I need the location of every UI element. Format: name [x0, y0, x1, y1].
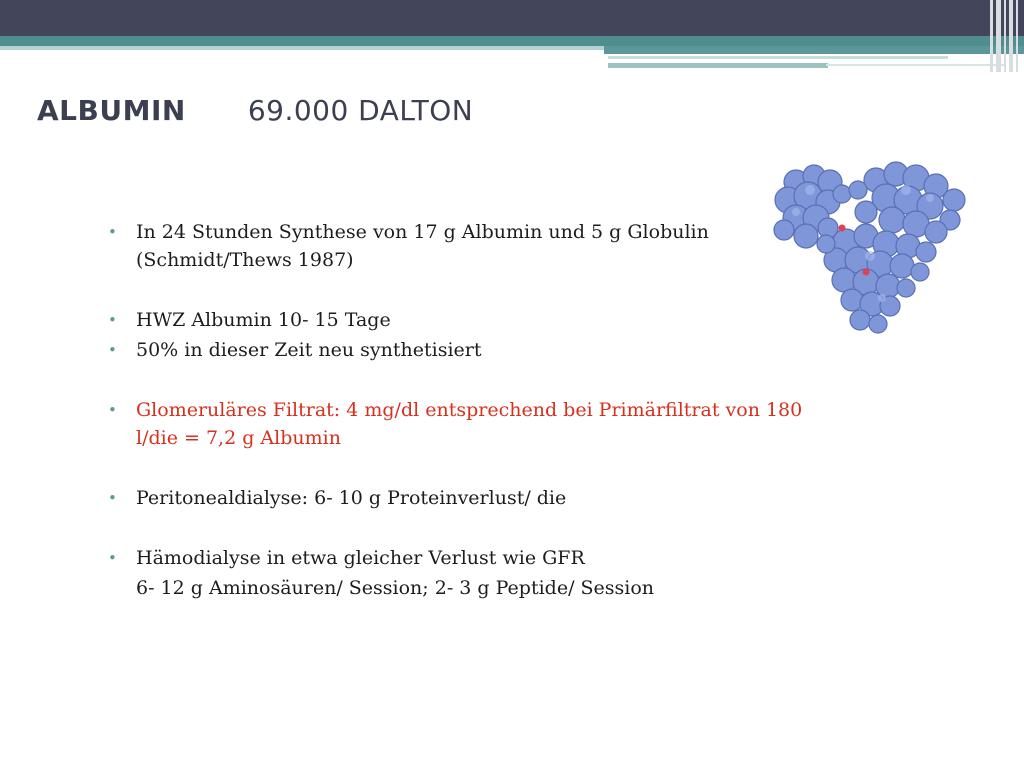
- bullet-dot: •: [108, 401, 117, 419]
- bullet-line: In 24 Stunden Synthese von 17 g Albumin und 5 g Globulin: [136, 221, 709, 243]
- bullet-dot: •: [108, 549, 117, 567]
- header-vertical-stripes: [990, 0, 1024, 72]
- bullet-line: (Schmidt/Thews 1987): [136, 249, 354, 271]
- bullet-line: Hämodialyse in etwa gleicher Verlust wie GFR: [136, 547, 585, 569]
- bullet-item-highlight: [108, 396, 908, 452]
- bullet-dot: •: [108, 341, 117, 359]
- bullet-item: [108, 336, 908, 364]
- header-teal-strip: [0, 36, 1024, 46]
- title-main: ALBUMIN: [37, 94, 186, 127]
- header-line-b: [608, 63, 828, 68]
- header-line-c: [826, 64, 1006, 66]
- header-thin-line: [0, 46, 604, 50]
- bullet-item: [108, 484, 908, 512]
- bullet-line: HWZ Albumin 10- 15 Tage: [136, 309, 391, 331]
- bullet-dot: •: [108, 489, 117, 507]
- header-line-a: [608, 56, 948, 59]
- bullet-item: [108, 544, 908, 572]
- bullet-dot: •: [108, 311, 117, 329]
- continuation-line: 6- 12 g Aminosäuren/ Session; 2- 3 g Peptide/ Session: [136, 577, 655, 599]
- bullet-list: [108, 218, 908, 572]
- slide-title: [37, 94, 473, 127]
- title-sub: 69.000 DALTON: [247, 94, 474, 127]
- bullet-line: Peritonealdialyse: 6- 10 g Proteinverlust/ die: [136, 487, 567, 509]
- bullet-line: Glomeruläres Filtrat: 4 mg/dl entsprechend bei Primärfiltrat von 180: [136, 399, 803, 421]
- header-teal-right: [604, 46, 1024, 54]
- header-band: [0, 0, 1024, 36]
- bullet-line: l/die = 7,2 g Albumin: [136, 427, 341, 449]
- bullet-item: [108, 306, 908, 334]
- bullet-item: [108, 218, 908, 274]
- bullet-dot: •: [108, 223, 117, 241]
- bullet-line: 50% in dieser Zeit neu synthetisiert: [136, 339, 482, 361]
